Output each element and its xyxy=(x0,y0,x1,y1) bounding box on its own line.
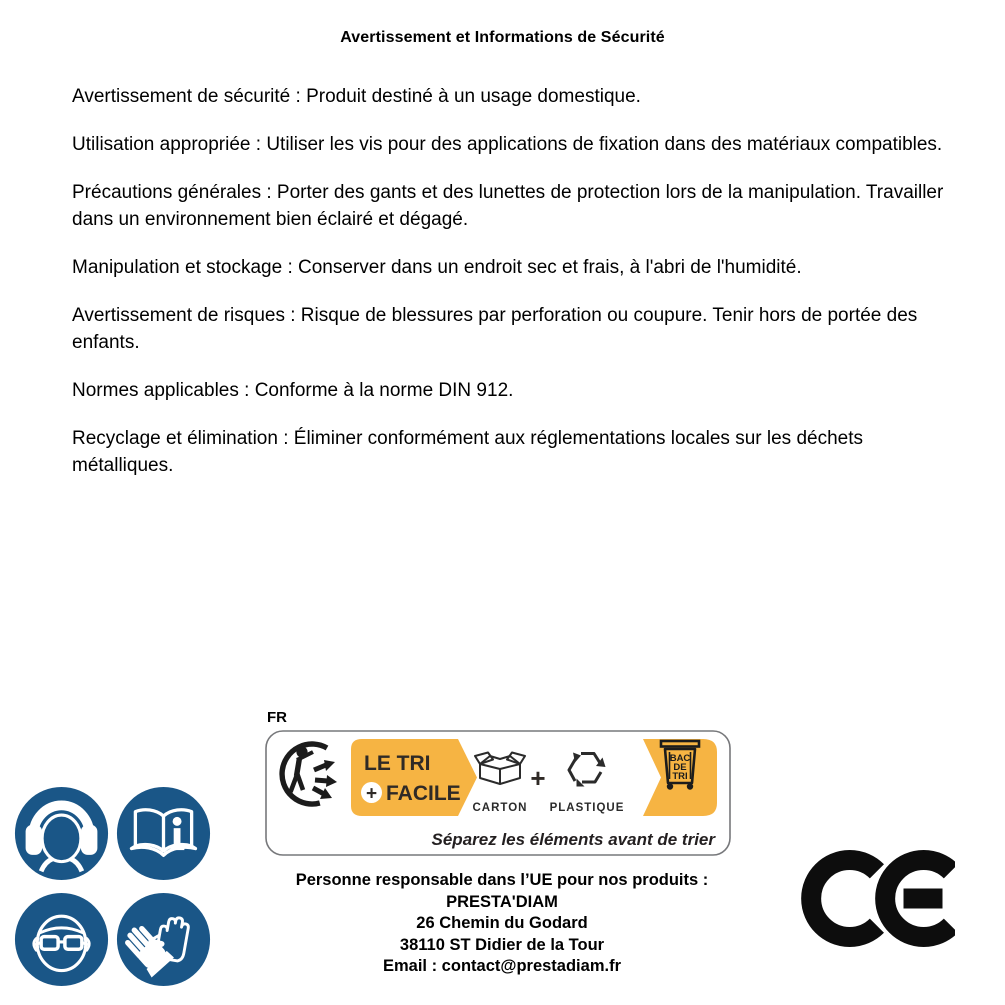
plus-sign: + xyxy=(530,763,546,793)
address-line: 26 Chemin du Godard xyxy=(416,914,588,932)
safety-paragraph: Utilisation appropriée : Utiliser les vis pour des applications de fixation dans des matériaux compatibles. xyxy=(72,134,943,155)
wear-ear-protection-icon xyxy=(13,785,110,882)
contact-line: Personne responsable dans l’UE pour nos produits : xyxy=(295,871,709,889)
infotri-recycling-label xyxy=(265,709,732,861)
responsible-person-block xyxy=(252,870,752,978)
address-line: 38110 ST Didier de la Tour xyxy=(399,935,605,954)
infotri-label-graphic xyxy=(265,730,732,856)
bin-label-line: DE xyxy=(673,762,687,773)
country-code-label: FR xyxy=(267,709,287,726)
read-manual-icon xyxy=(115,785,212,882)
bin-label-line: BAC xyxy=(669,753,691,764)
mandatory-safety-icons xyxy=(13,785,212,988)
ce-marking-icon xyxy=(797,846,955,956)
wear-eye-protection-icon xyxy=(13,891,110,988)
material-plastique-label: PLASTIQUE xyxy=(549,802,625,814)
safety-paragraph: Recyclage et élimination : Éliminer conformément aux réglementations locales sur les déchets métalliques. xyxy=(72,428,863,476)
safety-paragraph: Avertissement de sécurité : Produit destiné à un usage domestique. xyxy=(72,86,641,107)
sorting-bin-icon xyxy=(661,741,699,790)
email-line: Email : contact@prestadiam.fr xyxy=(383,957,621,975)
safety-text-block xyxy=(72,83,969,500)
plus-badge: + xyxy=(365,783,378,805)
material-carton-label: CARTON xyxy=(472,802,528,814)
safety-paragraph: Précautions générales : Porter des gants et des lunettes de protection lors de la manipulation. Travailler dans un environnement bien éclairé et dégagé. xyxy=(72,182,944,230)
bin-label-line: TRI xyxy=(672,771,688,782)
safety-paragraph: Avertissement de risques : Risque de blessures par perforation ou coupure. Tenir hors de portée des enfants. xyxy=(72,305,918,353)
wear-gloves-icon xyxy=(115,891,212,988)
banner-line2: FACILE xyxy=(386,782,461,805)
page-title: Avertissement et Informations de Sécurité xyxy=(340,29,665,46)
safety-paragraph: Normes applicables : Conforme à la norme DIN 912. xyxy=(72,380,514,401)
safety-paragraph: Manipulation et stockage : Conserver dans un endroit sec et frais, à l'abri de l'humidité. xyxy=(72,257,802,278)
banner-line1: LE TRI xyxy=(364,752,431,775)
company-name: PRESTA'DIAM xyxy=(446,892,558,911)
infotri-tagline: Séparez les éléments avant de trier xyxy=(431,830,715,849)
